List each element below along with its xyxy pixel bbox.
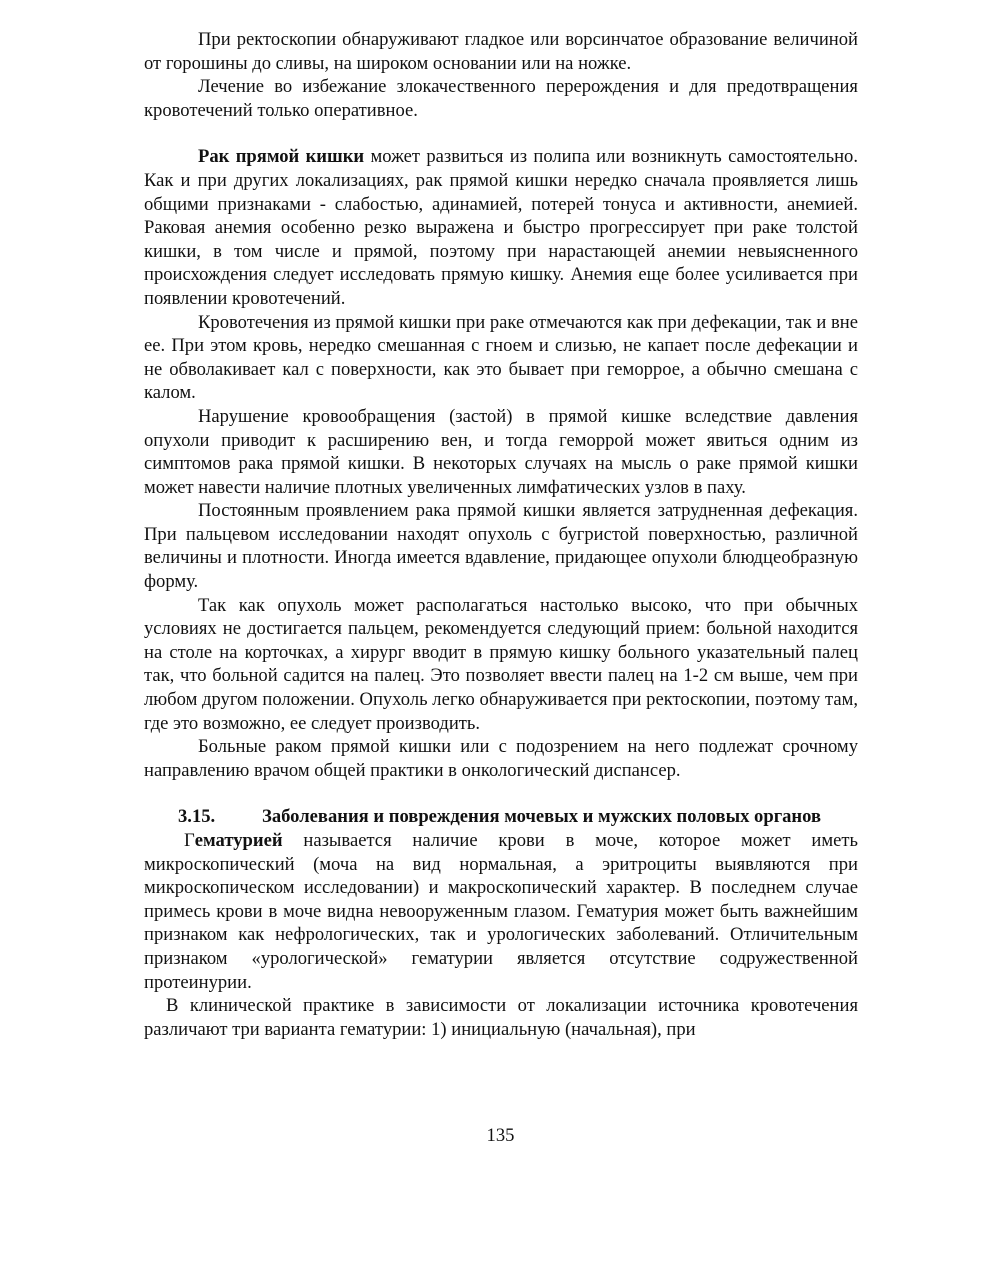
paragraph-defecation: Постоянным проявлением рака прямой кишки является затрудненная дефекация. При пальцевом исследовании находят опухоль с бугристой поверхностью, различной величины и плотности. Иногда имеется вдавление, придающее опухоли блюдцеобразную форму. [144,500,858,593]
paragraph-hematuria [144,829,858,994]
paragraph-treatment: Лечение во избежание злокачественного перерождения и для предотвращения кровотечений только оперативное. [144,76,858,121]
intro-text: может развиться из полипа или возникнуть самостоятельно. Как и при других локализациях, рак прямой кишки нередко сначала проявляется лишь общими признаками - слабостью, адинамией, потерей тонуса и активности, анемией. Раковая анемия особенно резко выражена и быстро прогрессирует при раке толстой кишки, в том числе и прямой, поэтому при нарастающей анемии невыясненного происхождения следует исследовать прямую кишку. Анемия еще более усиливается при появлении кровотечений. [144,146,858,309]
paragraph-referral: Больные раком прямой кишки или с подозрением на него подлежат срочному направлению врачом общей практики в онкологический диспансер. [144,736,858,781]
term-rectal-cancer: Рак прямой кишки [198,146,365,168]
paragraph-bleeding: Кровотечения из прямой кишки при раке отмечаются как при дефекации, так и вне ее. При этом кровь, нередко смешанная с гноем и слизью, не капает после дефекации и не обволакивает кал с поверхности, как это бывает при геморрое, а обычно смешана с калом. [144,311,858,404]
section-heading [178,805,898,829]
spacer [144,122,858,145]
page-body [144,28,858,1041]
hematuria-first-letter: Г [184,830,195,851]
paragraph-exam-technique: Так как опухоль может располагаться настолько высоко, что при обычных условиях не достигается пальцем, рекомендуется следующий прием: больной находится на столе на корточках, а хирург вводит в прямую кишку больного указательный палец так, что больной садится на палец. Это позволяет ввести палец на 1-2 см выше, чем при любом другом положении. Опухоль легко обнаруживается при ректоскопии, поэтому там, где это возможно, ее следует производить. [144,594,858,734]
term-hematuria: ематурией [194,830,283,851]
spacer [144,782,858,805]
paragraph-hematuria-variants: В клинической практике в зависимости от локализации источника кровотечения различают три варианта гематурии: 1) инициальную (начальная), при [144,995,858,1040]
paragraph-rectoscopy: При ректоскопии обнаруживают гладкое или ворсинчатое образование величиной от горошины до сливы, на широком основании или на ножке. [144,29,858,74]
hematuria-text: называется наличие крови в моче, которое может иметь микроскопический (моча на вид нормальная, а эритроциты выявляются при микроскопическом исследовании) и макроскопический характер. В последнем случае примесь крови в моче видна невооруженным глазом. Гематурия может быть важнейшим признаком как нефрологических, так и урологических заболеваний. Отличительным признаком «урологической» гематурии является отсутствие содружественной протеинурии. [144,830,858,993]
section-title: Заболевания и повреждения мочевых и мужских половых органов [262,806,822,828]
section-number: 3.15. [178,806,216,828]
paragraph-rectal-cancer-intro [144,145,858,310]
paragraph-circulation: Нарушение кровообращения (застой) в прямой кишке вследствие давления опухоли приводит к расширению вен, и тогда геморрой может явиться одним из симптомов рака прямой кишки. В некоторых случаях на мысль о раке прямой кишки может навести наличие плотных увеличенных лимфатических узлов в паху. [144,405,858,498]
page-number: 135 [486,1125,515,1146]
